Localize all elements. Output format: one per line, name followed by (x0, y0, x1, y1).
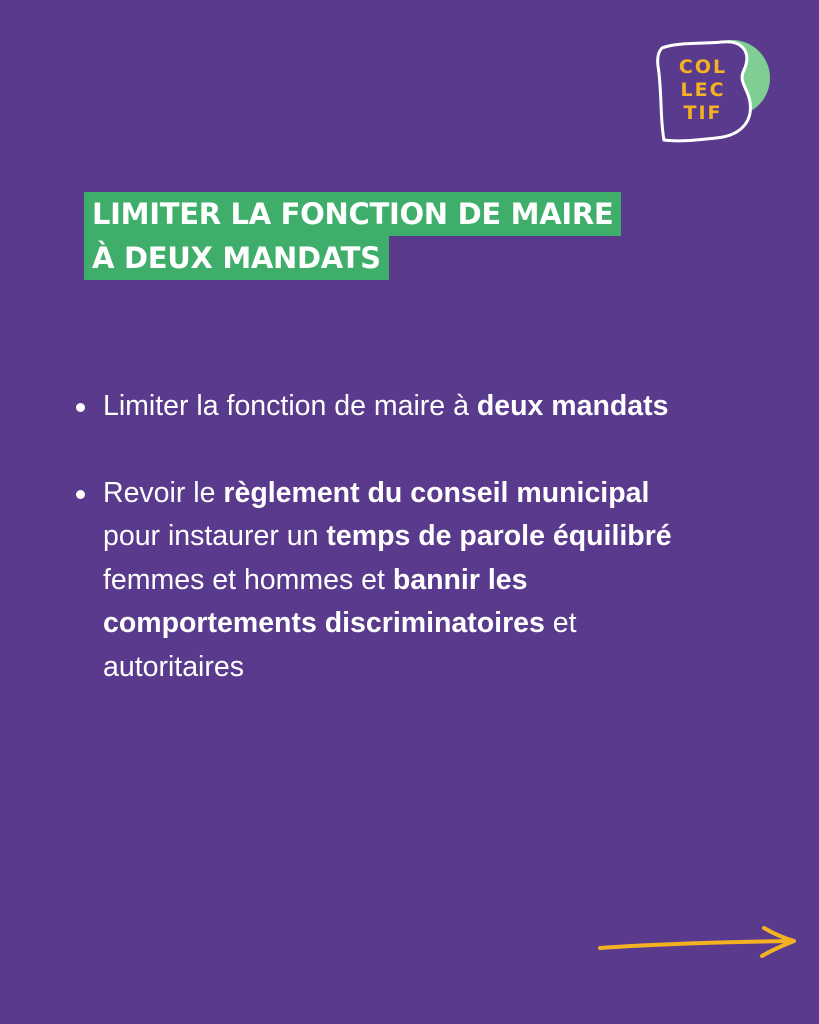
bullet-text-part: et autoritaires (103, 607, 577, 683)
bullet-text-bold: bannir les comportements discriminatoires (103, 563, 545, 639)
logo-line-1: COL (678, 56, 728, 78)
next-arrow[interactable] (596, 922, 802, 962)
bullet-icon (76, 403, 85, 412)
page-title (84, 192, 744, 280)
arrow-right-icon (596, 922, 802, 962)
bullet-text-bold: temps de parole équilibré (326, 520, 672, 552)
collectif-logo (652, 30, 774, 148)
logo-text (668, 56, 738, 125)
logo-line-2: LEC (680, 79, 726, 101)
bullet-text-part: femmes et hommes et (103, 563, 393, 596)
bullet-text-part: Revoir le (103, 476, 224, 509)
bullet-text-part: pour instaurer un (103, 520, 327, 552)
title-line-2: À DEUX MANDATS (84, 236, 389, 280)
bullet-text-bold: règlement du conseil municipal (223, 476, 650, 509)
logo-line-3: TIF (683, 102, 723, 124)
bullet-list (76, 385, 686, 732)
title-line-1: LIMITER LA FONCTION DE MAIRE (84, 192, 621, 236)
bullet-item-reglement (76, 472, 686, 690)
bullet-item-mandats (76, 385, 686, 429)
bullet-text-part: Limiter la fonction de maire à (103, 390, 477, 422)
bullet-icon (76, 490, 85, 499)
bullet-text-bold: deux mandats (476, 390, 669, 422)
